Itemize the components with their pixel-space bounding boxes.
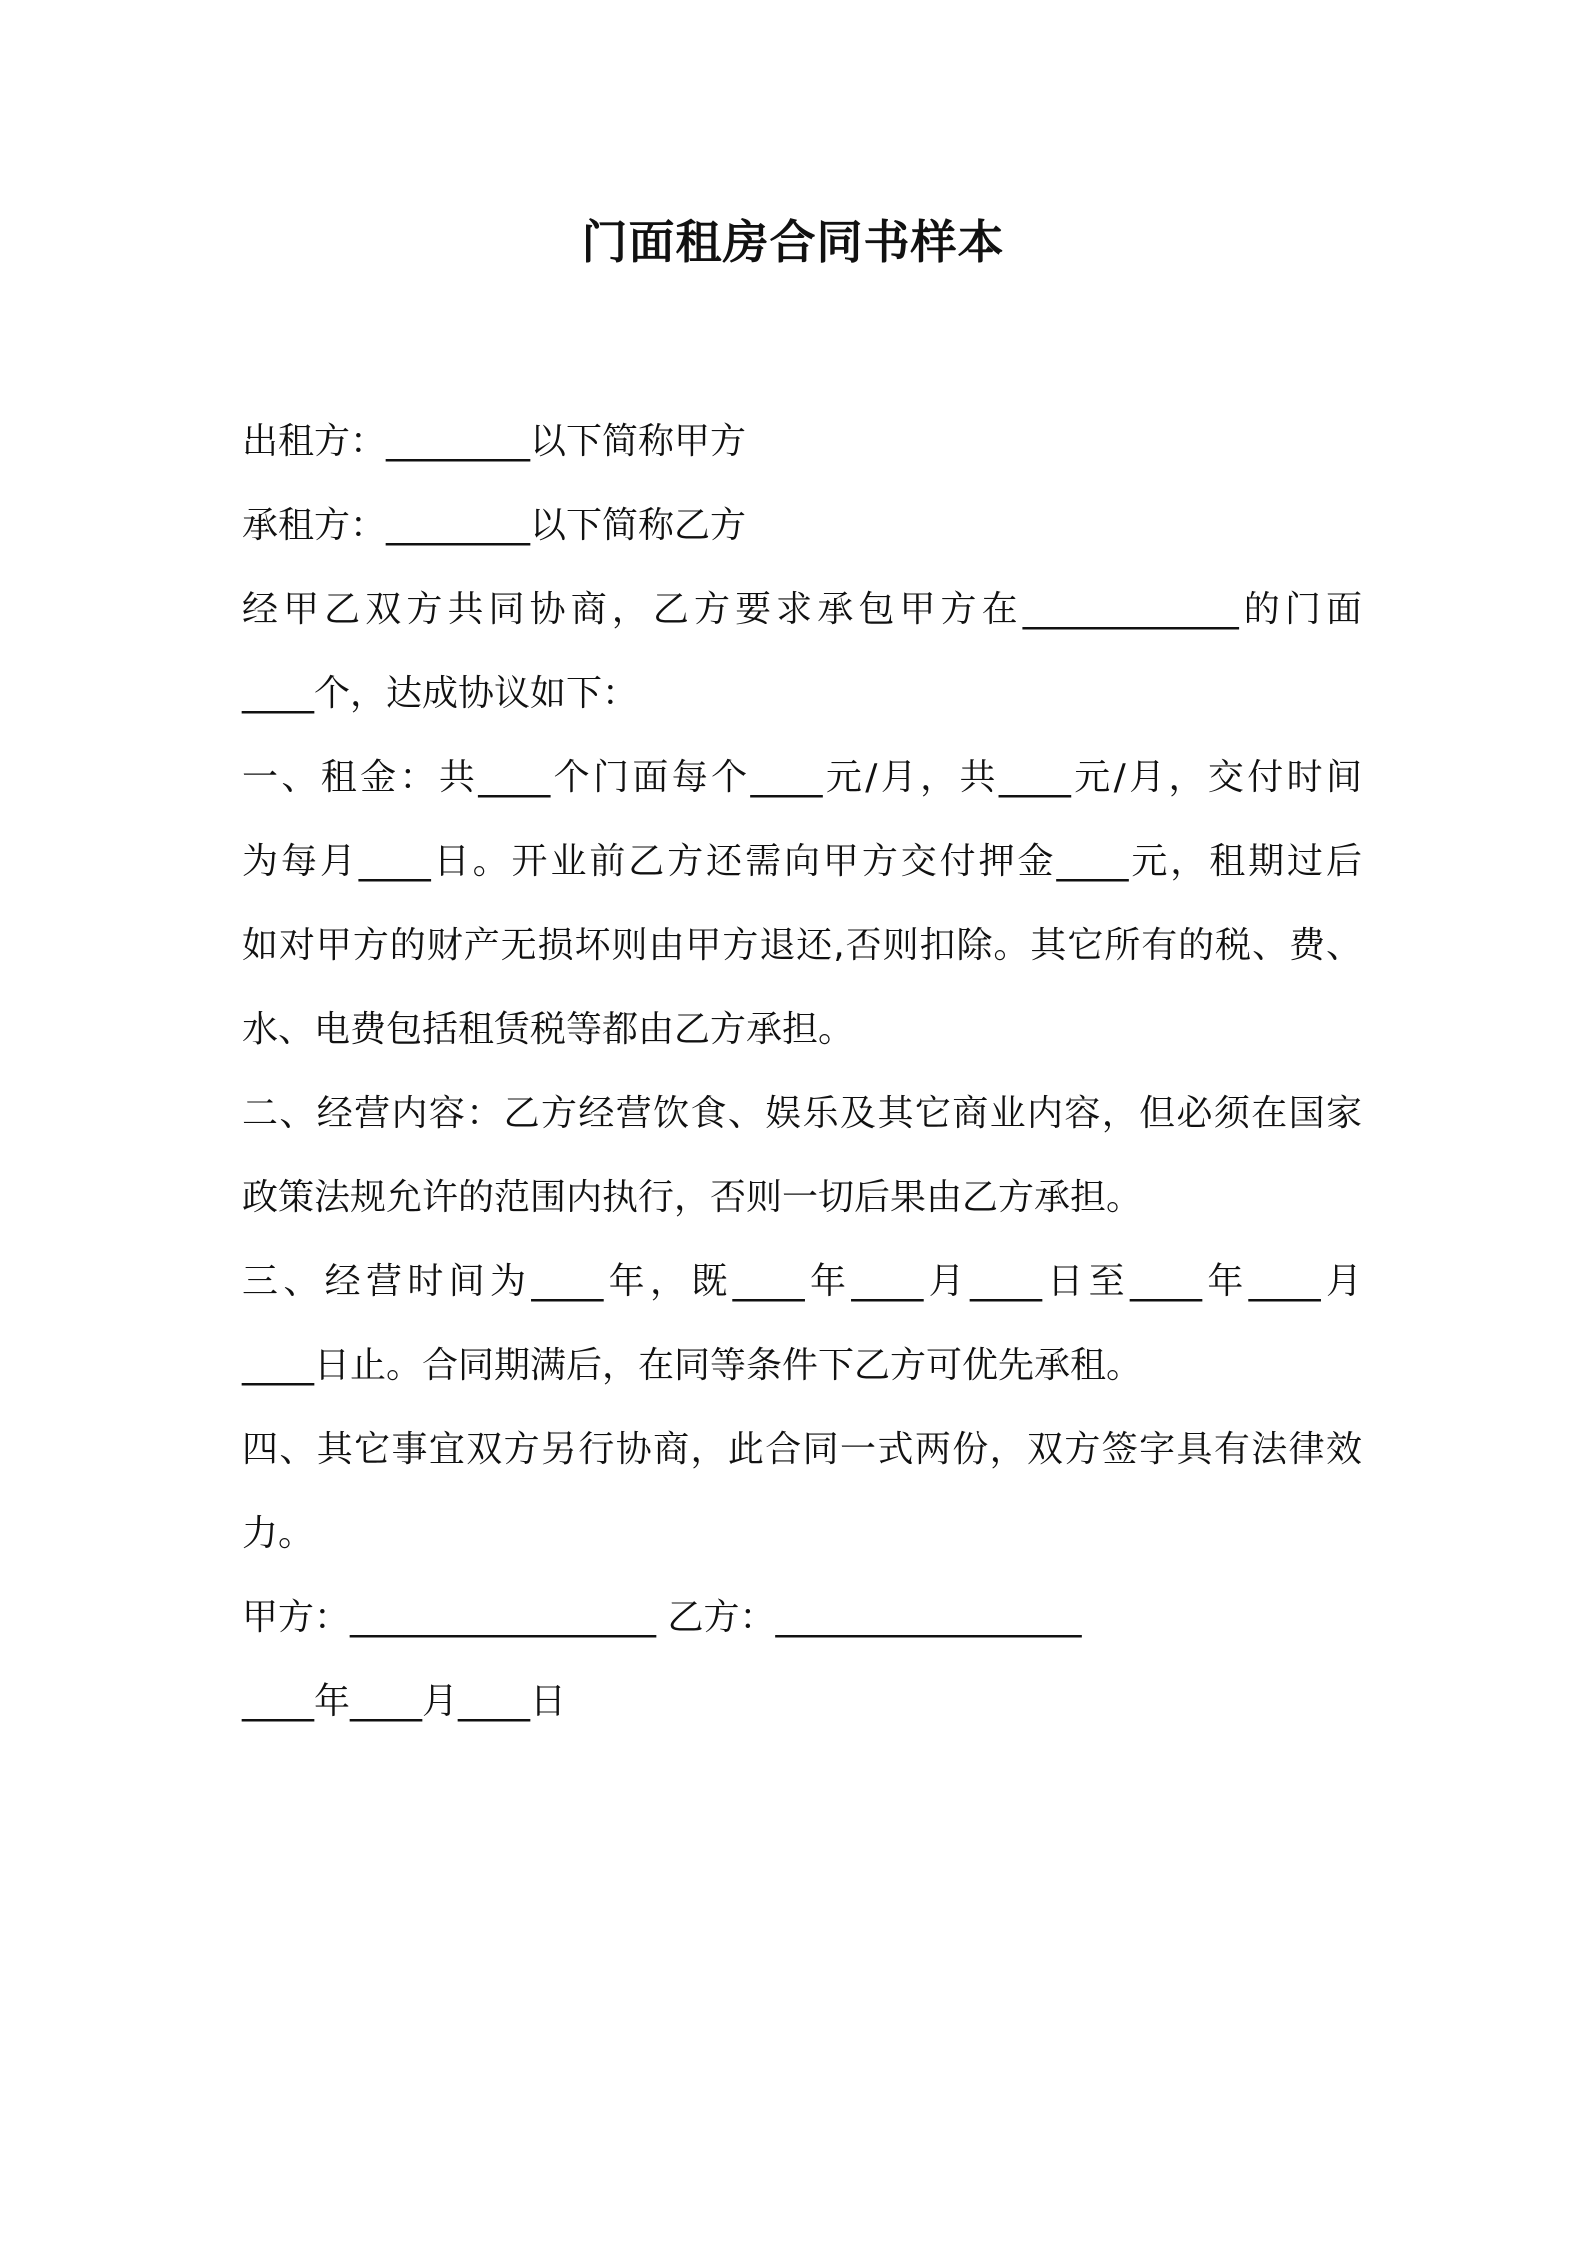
clause-1-line-4: 水、电费包括租赁税等都由乙方承担。 — [242, 1009, 855, 1050]
clause-2-line-2: 政策法规允许的范围内执行，否则一切后果由乙方承担。 — [242, 1177, 1143, 1218]
contract-body — [242, 400, 1362, 1744]
clause-1-line-1: 一、租金：共____个门面每个____元/月，共____元/月，交付时间 — [242, 757, 1362, 798]
clause-4-line-2: 力。 — [242, 1513, 315, 1554]
lessor-line: 出租方：________以下简称甲方 — [242, 421, 747, 462]
intro-line-2: ____个，达成协议如下： — [242, 673, 639, 714]
clause-1-line-3: 如对甲方的财产无损坏则由甲方退还,否则扣除。其它所有的税、费、 — [242, 925, 1362, 966]
clause-4-line-1: 四、其它事宜双方另行协商，此合同一式两份，双方签字具有法律效 — [242, 1429, 1362, 1470]
clause-3-line-1: 三、经营时间为____年，既____年____月____日至____年____月 — [242, 1261, 1362, 1302]
intro-line-1: 经甲乙双方共同协商，乙方要求承包甲方在____________的门面 — [242, 589, 1362, 630]
clause-1-line-2: 为每月____日。开业前乙方还需向甲方交付押金____元，租期过后 — [242, 841, 1362, 882]
document-title: 门面租房合同书样本 — [581, 215, 1005, 269]
date-line: ____年____月____日 — [242, 1681, 567, 1722]
lessee-line: 承租方：________以下简称乙方 — [242, 505, 747, 546]
signature-line: 甲方：_________________ 乙方：_________________ — [242, 1597, 1082, 1638]
clause-2-line-1: 二、经营内容：乙方经营饮食、娱乐及其它商业内容，但必须在国家 — [242, 1093, 1362, 1134]
clause-3-line-2: ____日止。合同期满后，在同等条件下乙方可优先承租。 — [242, 1345, 1143, 1386]
